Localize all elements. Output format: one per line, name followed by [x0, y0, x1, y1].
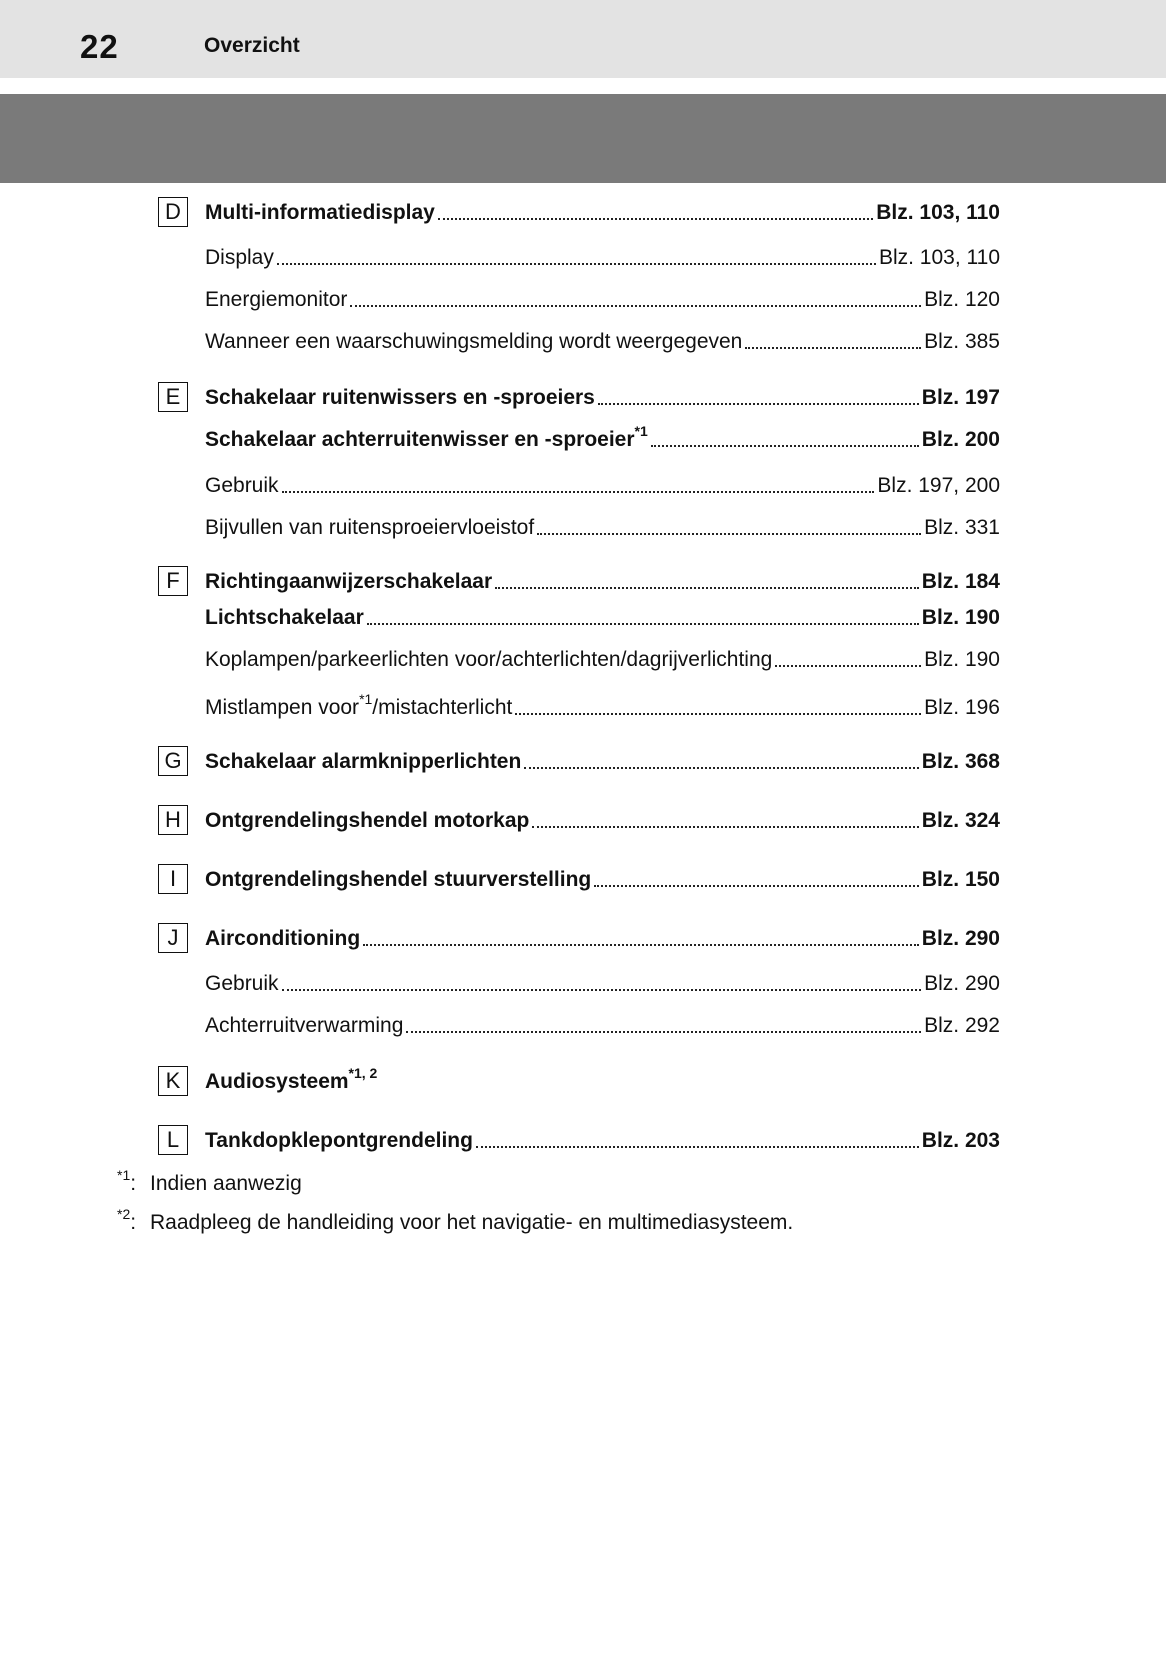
page-ref: Blz. 203	[921, 1129, 1000, 1152]
entry-label: Richtingaanwijzerschakelaar	[205, 570, 493, 593]
entry-label: Schakelaar ruitenwissers en -sproeiers	[205, 386, 595, 409]
header-band	[0, 94, 1166, 183]
entry-label: Gebruik	[205, 972, 279, 995]
leader-dots	[524, 767, 918, 769]
leader-dots	[363, 944, 919, 946]
entry-label: Bijvullen van ruitensproeiervloeistof	[205, 516, 535, 539]
entry-label: Achterruitverwarming	[205, 1014, 404, 1037]
toc-entry	[205, 809, 1000, 833]
letter-h-box: H	[158, 805, 188, 835]
page-ref: Blz. 290	[921, 927, 1000, 950]
toc-entry	[205, 927, 1000, 951]
entry-label: Energiemonitor	[205, 288, 348, 311]
letter-l-box: L	[158, 1125, 188, 1155]
leader-dots	[277, 263, 876, 265]
footnote-mark: *2	[117, 1206, 131, 1222]
entry-label: Tankdopklepontgrendeling	[205, 1129, 473, 1152]
page-ref: Blz. 103, 110	[876, 201, 1000, 224]
entry-label: Ontgrendelingshendel stuurverstelling	[205, 868, 592, 891]
footnote-mark: *1	[117, 1167, 131, 1183]
toc-entry	[205, 386, 1000, 410]
entry-label: Koplampen/parkeerlichten voor/achterlichten/dagrijverlichting	[205, 648, 773, 671]
page-ref: Blz. 150	[921, 868, 1000, 891]
leader-dots	[537, 533, 921, 535]
leader-dots	[476, 1146, 919, 1148]
entry-label: Display	[205, 246, 274, 269]
section-title: Overzicht	[204, 34, 300, 57]
footnote-text: Raadpleeg de handleiding voor het navigatie- en multimediasysteem.	[150, 1211, 794, 1234]
footnote-marker: *1	[634, 423, 648, 439]
page-ref: Blz. 324	[921, 809, 1000, 832]
toc-entry	[205, 1065, 1000, 1094]
entry-label: Gebruik	[205, 474, 279, 497]
page-ref: Blz. 290	[924, 972, 1000, 995]
leader-dots	[438, 218, 873, 220]
leader-dots	[367, 623, 919, 625]
footnote: $^{*2}$: Raadpleeg de handleiding voor het navigatie- en multimediasysteem.	[117, 1206, 794, 1234]
footnote-marker: *1	[359, 691, 373, 707]
page-ref: Blz. 190	[921, 606, 1000, 629]
toc-entry	[205, 606, 1000, 630]
leader-dots	[594, 885, 919, 887]
entry-label: Audiosysteem$^{*1, 2}$	[205, 1065, 378, 1093]
page-ref: Blz. 196	[924, 696, 1000, 719]
toc-entry	[205, 201, 1000, 225]
toc-entry	[205, 474, 1000, 498]
entry-label: Ontgrendelingshendel motorkap	[205, 809, 530, 832]
letter-d-box: D	[158, 197, 188, 227]
leader-dots	[745, 347, 921, 349]
letter-i-box: I	[158, 864, 188, 894]
page-ref: Blz. 368	[921, 750, 1000, 773]
page-ref: Blz. 184	[921, 570, 1000, 593]
page-ref: Blz. 197	[921, 386, 1000, 409]
toc-entry	[205, 288, 1000, 312]
entry-label: Lichtschakelaar	[205, 606, 364, 629]
entry-label: Multi-informatiedisplay	[205, 201, 435, 224]
toc-entry	[205, 648, 1000, 672]
toc-entry	[205, 972, 1000, 996]
leader-dots	[651, 445, 919, 447]
letter-k-box: K	[158, 1066, 188, 1096]
leader-dots	[515, 713, 921, 715]
toc-entry	[205, 246, 1000, 270]
letter-f-box: F	[158, 566, 188, 596]
footnote: $^{*1}$: Indien aanwezig	[117, 1167, 302, 1195]
toc-entry	[205, 868, 1000, 892]
page-ref: Blz. 197, 200	[877, 474, 1000, 497]
leader-dots	[775, 665, 921, 667]
toc-entry	[205, 750, 1000, 774]
page-header	[0, 0, 1166, 78]
page-number: 22	[80, 28, 119, 65]
toc-entry	[205, 423, 1000, 452]
page-ref: Blz. 292	[924, 1014, 1000, 1037]
footnote-text: Indien aanwezig	[150, 1172, 302, 1195]
entry-label: Wanneer een waarschuwingsmelding wordt weergegeven	[205, 330, 743, 353]
letter-e-box: E	[158, 382, 188, 412]
page-ref: Blz. 103, 110	[878, 246, 1000, 269]
leader-dots	[350, 305, 921, 307]
page-ref: Blz. 385	[924, 330, 1000, 353]
toc-entry	[205, 691, 1000, 720]
entry-label: Schakelaar achterruitenwisser en -sproeier$^{*1}$	[205, 423, 648, 451]
leader-dots	[598, 403, 919, 405]
toc-entry	[205, 330, 1000, 354]
entry-label: Mistlampen voor$^{*1}$/mistachterlicht	[205, 691, 513, 719]
letter-g-box: G	[158, 746, 188, 776]
leader-dots	[282, 491, 875, 493]
page-ref: Blz. 200	[921, 428, 1000, 451]
leader-dots	[532, 826, 918, 828]
leader-dots	[495, 587, 919, 589]
page-ref: Blz. 331	[924, 516, 1000, 539]
leader-dots	[282, 989, 922, 991]
leader-dots	[406, 1031, 921, 1033]
page-ref: Blz. 190	[924, 648, 1000, 671]
entry-label: Schakelaar alarmknipperlichten	[205, 750, 522, 773]
toc-entry	[205, 516, 1000, 540]
footnote-marker: *1, 2	[348, 1065, 378, 1081]
entry-label: Airconditioning	[205, 927, 361, 950]
toc-entry	[205, 1014, 1000, 1038]
toc-entry	[205, 1129, 1000, 1153]
toc-entry	[205, 570, 1000, 594]
page-ref: Blz. 120	[924, 288, 1000, 311]
letter-j-box: J	[158, 923, 188, 953]
